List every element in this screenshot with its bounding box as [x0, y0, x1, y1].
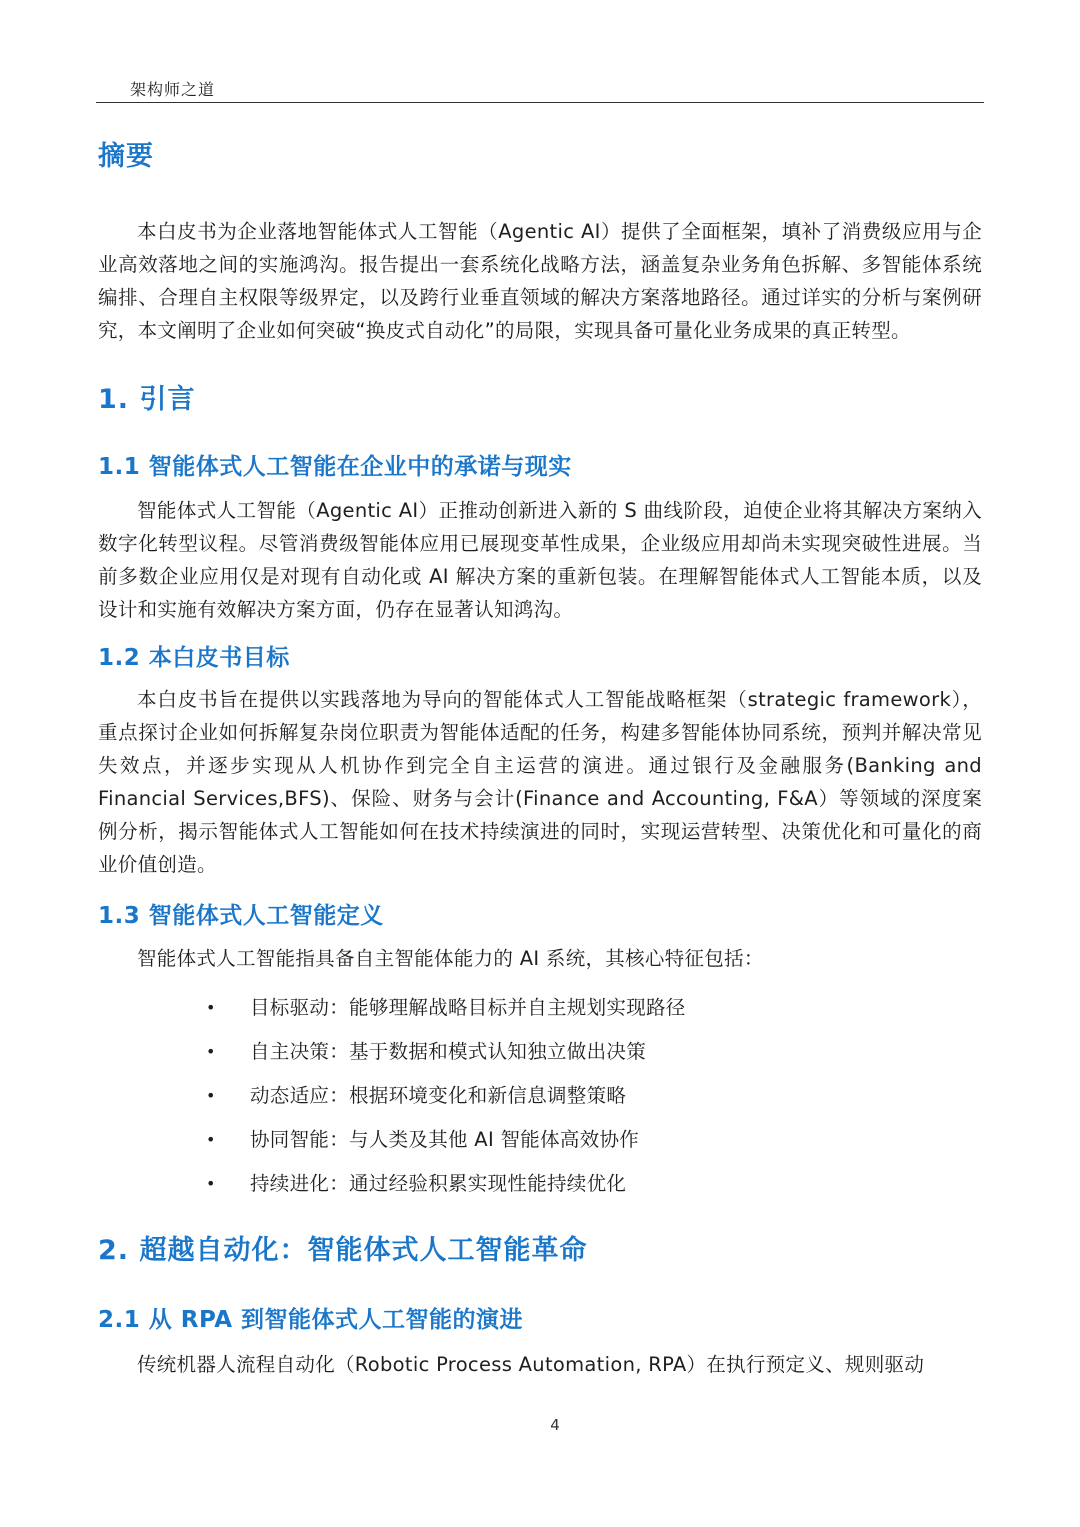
bullet-icon: • [206, 1086, 216, 1105]
running-header: 架构师之道 [130, 80, 216, 99]
section-1-3-heading: 1.3 智能体式人工智能定义 [98, 903, 384, 929]
section-1-heading: 1. 引言 [98, 384, 196, 415]
page-number: 4 [550, 1416, 560, 1434]
feature-text: 目标驱动：能够理解战略目标并自主规划实现路径 [250, 996, 686, 1019]
list-item [98, 1118, 982, 1162]
list-item [98, 1162, 982, 1206]
bullet-icon: • [206, 1130, 216, 1149]
feature-text: 动态适应：根据环境变化和新信息调整策略 [250, 1084, 627, 1107]
bullet-icon: • [206, 1174, 216, 1193]
abstract-heading: 摘要 [98, 141, 154, 172]
list-item [98, 1074, 982, 1118]
bullet-icon: • [206, 1042, 216, 1061]
section-2-1-heading: 2.1 从 RPA 到智能体式人工智能的演进 [98, 1307, 524, 1333]
section-1-2-paragraph: 本白皮书旨在提供以实践落地为导向的智能体式人工智能战略框架（strategic framework），重点探讨企业如何拆解复杂岗位职责为智能体适配的任务，构建多智能体协同系统，预判并解决常见失效点，并逐步实现从人机协作到完全自主运营的演进。通过银行及金融服务(Banking and Financial Services,BFS)、保险、财务与会计(Finance and Accounting, F&A）等领域的深度案例分析，揭示智能体式人工智能如何在技术持续演进的同时，实现运营转型、决策优化和可量化的商业价值创造。 [98, 688, 982, 876]
feature-text: 持续进化：通过经验积累实现性能持续优化 [250, 1172, 627, 1195]
section-1-2-heading: 1.2 本白皮书目标 [98, 645, 290, 671]
section-1-1-heading: 1.1 智能体式人工智能在企业中的承诺与现实 [98, 454, 572, 480]
bullet-icon: • [206, 998, 216, 1017]
section-2-1-paragraph: 传统机器人流程自动化（Robotic Process Automation, RPA）在执行预定义、规则驱动 [137, 1353, 925, 1376]
section-1-1-paragraph: 智能体式人工智能（Agentic AI）正推动创新进入新的 S 曲线阶段，迫使企业将其解决方案纳入数字化转型议程。尽管消费级智能体应用已展现变革性成果，企业级应用却尚未实现突破性进展。当前多数企业应用仅是对现有自动化或 AI 解决方案的重新包装。在理解智能体式人工智能本质，以及设计和实施有效解决方案方面，仍存在显著认知鸿沟。 [98, 499, 982, 621]
abstract-paragraph: 本白皮书为企业落地智能体式人工智能（Agentic AI）提供了全面框架，填补了消费级应用与企业高效落地之间的实施鸿沟。报告提出一套系统化战略方法，涵盖复杂业务角色拆解、多智能体系统编排、合理自主权限等级界定，以及跨行业垂直领域的解决方案落地路径。通过详实的分析与案例研究，本文阐明了企业如何突破“换皮式自动化”的局限，实现具备可量化业务成果的真正转型。 [98, 220, 982, 342]
section-1-3-intro: 智能体式人工智能指具备自主智能体能力的 AI 系统，其核心特征包括： [137, 947, 764, 970]
list-item [98, 986, 982, 1030]
section-2-heading: 2. 超越自动化：智能体式人工智能革命 [98, 1235, 588, 1266]
feature-text: 自主决策：基于数据和模式认知独立做出决策 [250, 1040, 647, 1063]
feature-text: 协同智能：与人类及其他 AI 智能体高效协作 [250, 1128, 640, 1151]
feature-list [98, 986, 982, 1206]
page-content [98, 128, 982, 1381]
list-item [98, 1030, 982, 1074]
header-divider [96, 102, 984, 103]
